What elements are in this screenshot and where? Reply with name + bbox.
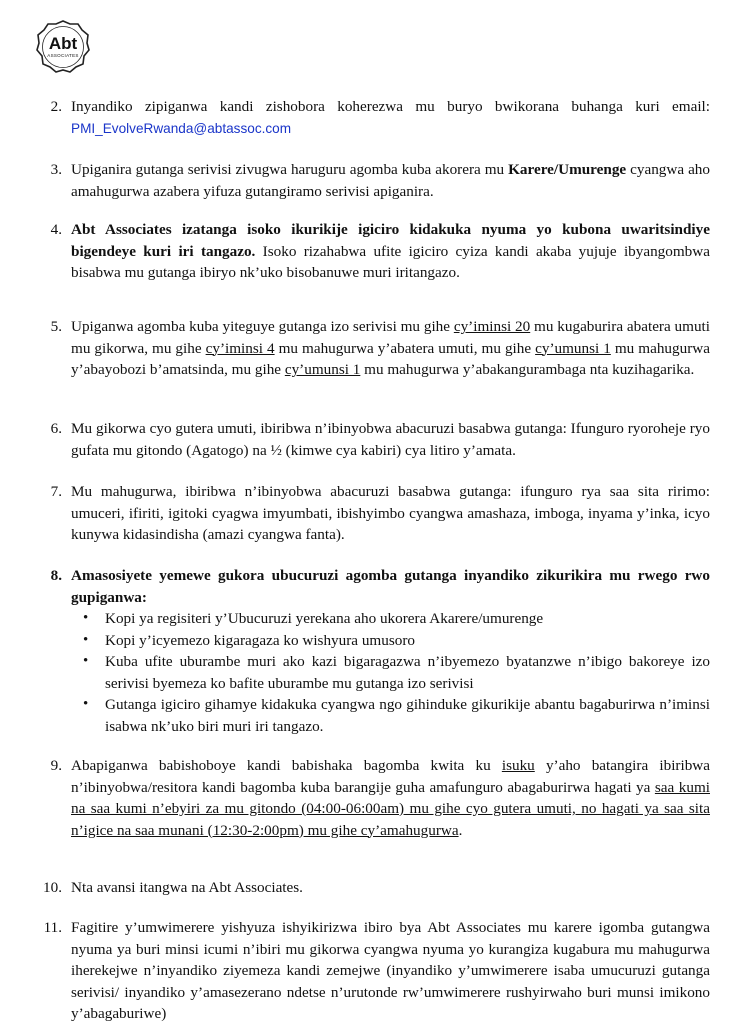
item-underlined-text: isuku (501, 757, 535, 774)
list-item-6 (38, 418, 710, 461)
item-text: Inyandiko zipiganwa kandi zishobora koherezwa mu buryo bwikorana buhanga kuri email: (71, 98, 710, 115)
item-body (71, 316, 710, 381)
bullet-item: • Kopi y’icyemezo kigaragaza ko wishyura umusoro (71, 630, 710, 652)
item-body: Mu gikorwa cyo gutera umuti, ibiribwa n’ibinyobwa abacuruzi basabwa gutanga: Ifunguro ryoroheje ryo gufata mu gitondo (Agatogo) na ½ (kimwe cya kabiri) cya litiro y’amata. (71, 420, 710, 459)
item-number: 4. (50, 221, 62, 238)
logo-subtext: ASSOCIATES (47, 53, 79, 58)
item-underlined-text: cy’iminsi 20 (453, 318, 531, 335)
logo-text: Abt (48, 34, 78, 53)
item-number: 8. (50, 567, 62, 584)
item-text: mu mahugurwa y’abayobozi b’amatsinda, mu gihe (71, 339, 710, 378)
item-number: 3. (50, 161, 62, 178)
item-text: cyangwa aho amahugurwa azabera yifuza gutangiramo serivisi apiganira. (71, 161, 710, 200)
item-text: y’aho batangira ibiribwa n’ibinyobwa/resitora kandi bagomba kuba barangije guha amafunguro abagaburirwa hagati ya (71, 757, 710, 796)
item-text: Upiganira gutanga serivisi zivugwa haruguru agomba kuba akorera mu (71, 161, 509, 178)
item-text: mu mahugurwa y’abatera umuti, mu gihe (274, 339, 536, 357)
item-text: Isoko rizahabwa ufite igiciro cyiza kandi akaba yujuje ibyangombwa bisabwa mu gutanga ibiryo nk’uko bisobanuwe muri iritangazo. (71, 242, 710, 281)
item-underlined-text: cy’umunsi 1 (284, 361, 361, 378)
item-body: Mu mahugurwa, ibiribwa n’ibinyobwa abacuruzi basabwa gutanga: ifunguro rya saa sita ririmo: umuceri, ifiriti, igitoki cyagwa imyumbati, ibishyimbo cyangwa amashaza, imboga, inyama y’inka, icyo kunywa kidasindisha (amazi cyangwa fanta). (71, 483, 710, 543)
email-link[interactable]: PMI_EvolveRwanda@abtassoc.com (71, 120, 292, 136)
item-body (71, 159, 710, 202)
item-text: mu mahugurwa y’abakangurambaga nta kuzihagarika. (360, 361, 695, 378)
item-body (71, 219, 710, 284)
item-text: Abapiganwa babishoboye kandi babishaka bagomba kwita ku (71, 757, 502, 774)
item-number: 2. (50, 98, 62, 115)
item-text: Upiganwa agomba kuba yiteguye gutanga izo serivisi mu gihe (71, 318, 454, 335)
list-item-7 (38, 481, 710, 546)
item-text: mu kugaburira abatera umuti mu gikorwa, mu gihe (71, 318, 710, 357)
item-number: 6. (50, 420, 62, 437)
item-number: 10. (43, 879, 62, 896)
list-item-3 (38, 159, 710, 202)
item-body: Nta avansi itangwa na Abt Associates. (71, 879, 303, 896)
list-item-5 (38, 316, 710, 381)
requirements-list (71, 608, 710, 737)
item-number: 11. (43, 919, 62, 936)
item-body: Fagitire y’umwimerere yishyuza ishyikirizwa ibiro bya Abt Associates mu karere igomba gutangwa nyuma ya buri minsi icumi n’ibiri mu gikorwa cyangwa nyuma yo kurangiza kugabura mu mahugurwa iherekejwe n’inyandiko ziyemeza kandi zemejwe (inyandiko y’umwimerere isaba umucuruzi gutanga serivisi/ inyandiko y’amasezerano ndetse n’urutonde rw’umwimerere rushyirwaho buri munsi imikono y’abagaburiwe) (71, 919, 710, 1022)
list-item-8 (38, 565, 710, 737)
item-number: 9. (50, 757, 62, 774)
list-item-4 (38, 219, 710, 284)
bullet-item: • Kuba ufite uburambe muri ako kazi bigaragazwa n’ibyemezo byatanzwe n’ibigo bakoreye izo serivisi byemeza ko bafite uburambe mu gutanga izo serivisi (71, 651, 710, 694)
list-item-9 (38, 755, 710, 841)
item-number: 7. (50, 483, 62, 500)
list-item-2 (38, 96, 710, 139)
bullet-item: • Gutanga igiciro gihamye kidakuka cyangwa ngo gihinduke gikurikije abantu bagaburirwa n’iminsi isabwa nk’uko biri muri iri tangazo. (71, 694, 710, 737)
item-bold-text: Karere/Umurenge (508, 161, 627, 178)
item-number: 5. (50, 318, 62, 335)
item-underlined-text: cy’iminsi 4 (205, 339, 275, 357)
list-item-11 (38, 917, 710, 1025)
list-item-10 (38, 877, 710, 899)
item-body (71, 565, 710, 737)
item-bold-text: Amasosiyete yemewe gukora ubucuruzi agomba gutanga inyandiko zikurikira mu rwego rwo gupiganwa: (71, 567, 710, 606)
item-underlined-text: saa kumi na saa kumi n’ebyiri za mu gitondo (04:00-06:00am) mu gihe cyo gutera umuti, no hagati ya saa sita n’igice na saa munani (12:30-2:00pm) mu gihe cy’amahugurwa (71, 778, 710, 839)
abt-logo (36, 20, 90, 74)
item-text: . (458, 821, 463, 839)
item-bold-text: Abt Associates izatanga isoko ikurikije igiciro kidakuka nyuma yo kubona uwaritsindiye bigendeye kuri iri tangazo. (71, 221, 710, 260)
item-body (71, 755, 710, 841)
bullet-item: • Kopi ya regisiteri y’Ubucuruzi yerekana aho ukorera Akarere/umurenge (71, 608, 710, 630)
item-body (71, 96, 710, 139)
item-underlined-text: cy’umunsi 1 (535, 339, 611, 357)
